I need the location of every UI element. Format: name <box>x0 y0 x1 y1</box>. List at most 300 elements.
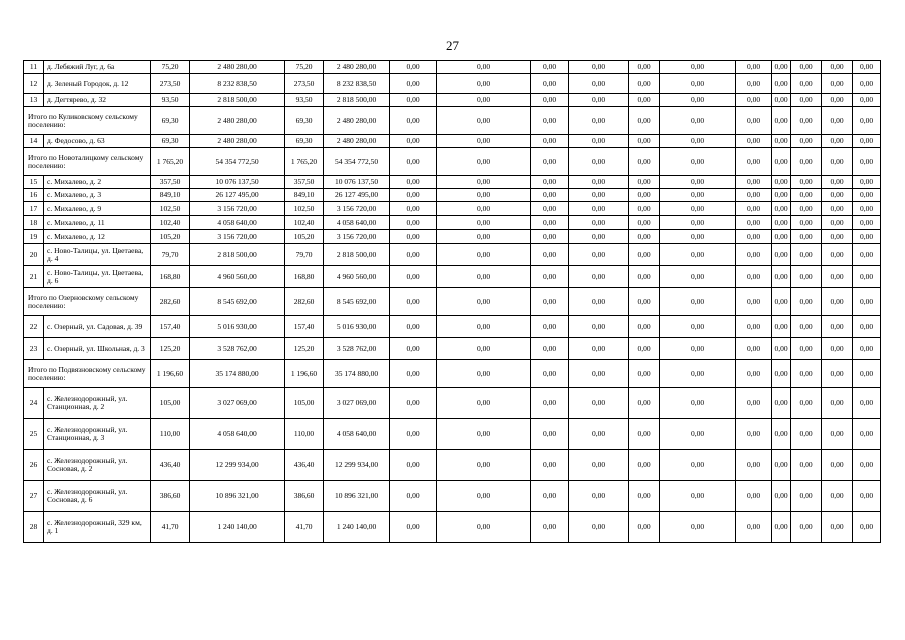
zero-value-cell: 0,00 <box>772 148 791 176</box>
zero-value-cell: 0,00 <box>853 481 881 512</box>
zero-value-cell: 0,00 <box>569 202 629 216</box>
zero-value-cell: 0,00 <box>772 135 791 148</box>
zero-value-cell: 0,00 <box>736 216 772 230</box>
zero-value-cell: 0,00 <box>736 419 772 450</box>
zero-value-cell: 0,00 <box>853 512 881 543</box>
zero-value-cell: 0,00 <box>772 202 791 216</box>
area-total-cell: 273,50 <box>285 74 324 94</box>
address-cell: с. Ново-Талицы, ул. Цветаева, д. 4 <box>44 244 151 266</box>
area-total-cell: 1 765,20 <box>285 148 324 176</box>
zero-value-cell: 0,00 <box>791 61 822 74</box>
zero-value-cell: 0,00 <box>437 216 531 230</box>
zero-value-cell: 0,00 <box>853 148 881 176</box>
zero-value-cell: 0,00 <box>569 419 629 450</box>
table-row <box>24 338 881 360</box>
cost-total-cell: 2 480 280,00 <box>324 61 390 74</box>
area-total-cell: 75,20 <box>285 61 324 74</box>
zero-value-cell: 0,00 <box>822 230 853 244</box>
zero-value-cell: 0,00 <box>791 338 822 360</box>
zero-value-cell: 0,00 <box>569 61 629 74</box>
row-number-cell: 22 <box>24 316 44 338</box>
cost-total-cell: 10 896 321,00 <box>324 481 390 512</box>
zero-value-cell: 0,00 <box>390 135 437 148</box>
zero-value-cell: 0,00 <box>629 74 660 94</box>
zero-value-cell: 0,00 <box>660 266 736 288</box>
cost-cell: 2 480 280,00 <box>190 61 285 74</box>
cost-cell: 26 127 495,00 <box>190 189 285 202</box>
zero-value-cell: 0,00 <box>772 419 791 450</box>
cost-total-cell: 26 127 495,00 <box>324 189 390 202</box>
cost-cell: 3 156 720,00 <box>190 230 285 244</box>
cost-cell: 10 896 321,00 <box>190 481 285 512</box>
zero-value-cell: 0,00 <box>390 512 437 543</box>
zero-value-cell: 0,00 <box>853 288 881 316</box>
zero-value-cell: 0,00 <box>853 360 881 388</box>
zero-value-cell: 0,00 <box>853 135 881 148</box>
area-cell: 1 765,20 <box>151 148 190 176</box>
table-row <box>24 216 881 230</box>
zero-value-cell: 0,00 <box>822 266 853 288</box>
table-row <box>24 419 881 450</box>
cost-total-cell: 3 156 720,00 <box>324 202 390 216</box>
address-cell: с. Железнодорожный, ул. Станционная, д. 3 <box>44 419 151 450</box>
zero-value-cell: 0,00 <box>791 135 822 148</box>
zero-value-cell: 0,00 <box>629 512 660 543</box>
area-total-cell: 110,00 <box>285 419 324 450</box>
zero-value-cell: 0,00 <box>822 338 853 360</box>
zero-value-cell: 0,00 <box>390 450 437 481</box>
zero-value-cell: 0,00 <box>736 388 772 419</box>
cost-total-cell: 5 016 930,00 <box>324 316 390 338</box>
address-cell: с. Ново-Талицы, ул. Цветаева, д. 6 <box>44 266 151 288</box>
zero-value-cell: 0,00 <box>629 216 660 230</box>
zero-value-cell: 0,00 <box>822 148 853 176</box>
cost-cell: 8 545 692,00 <box>190 288 285 316</box>
zero-value-cell: 0,00 <box>390 419 437 450</box>
zero-value-cell: 0,00 <box>772 189 791 202</box>
cost-total-cell: 54 354 772,50 <box>324 148 390 176</box>
cost-cell: 54 354 772,50 <box>190 148 285 176</box>
zero-value-cell: 0,00 <box>660 288 736 316</box>
zero-value-cell: 0,00 <box>437 450 531 481</box>
zero-value-cell: 0,00 <box>772 316 791 338</box>
area-cell: 69,30 <box>151 135 190 148</box>
zero-value-cell: 0,00 <box>772 388 791 419</box>
zero-value-cell: 0,00 <box>736 512 772 543</box>
zero-value-cell: 0,00 <box>531 450 569 481</box>
table-row <box>24 266 881 288</box>
zero-value-cell: 0,00 <box>437 74 531 94</box>
row-number-cell: 19 <box>24 230 44 244</box>
zero-value-cell: 0,00 <box>437 135 531 148</box>
address-cell: д. Федосово, д. 63 <box>44 135 151 148</box>
zero-value-cell: 0,00 <box>660 202 736 216</box>
subtotal-label: Итого по Куликовскому сельскому поселению: <box>24 107 151 135</box>
zero-value-cell: 0,00 <box>437 266 531 288</box>
zero-value-cell: 0,00 <box>791 230 822 244</box>
zero-value-cell: 0,00 <box>822 512 853 543</box>
zero-value-cell: 0,00 <box>736 202 772 216</box>
zero-value-cell: 0,00 <box>660 450 736 481</box>
area-cell: 105,20 <box>151 230 190 244</box>
zero-value-cell: 0,00 <box>629 288 660 316</box>
subtotal-label: Итого по Озерновскому сельскому поселению: <box>24 288 151 316</box>
zero-value-cell: 0,00 <box>736 360 772 388</box>
zero-value-cell: 0,00 <box>791 107 822 135</box>
zero-value-cell: 0,00 <box>660 481 736 512</box>
zero-value-cell: 0,00 <box>569 388 629 419</box>
zero-value-cell: 0,00 <box>791 316 822 338</box>
zero-value-cell: 0,00 <box>660 135 736 148</box>
zero-value-cell: 0,00 <box>390 202 437 216</box>
zero-value-cell: 0,00 <box>437 107 531 135</box>
zero-value-cell: 0,00 <box>629 176 660 189</box>
zero-value-cell: 0,00 <box>629 61 660 74</box>
zero-value-cell: 0,00 <box>660 94 736 107</box>
zero-value-cell: 0,00 <box>629 481 660 512</box>
zero-value-cell: 0,00 <box>531 244 569 266</box>
area-total-cell: 69,30 <box>285 107 324 135</box>
zero-value-cell: 0,00 <box>736 481 772 512</box>
table-row <box>24 481 881 512</box>
area-total-cell: 41,70 <box>285 512 324 543</box>
zero-value-cell: 0,00 <box>531 481 569 512</box>
table-row <box>24 450 881 481</box>
row-number-cell: 17 <box>24 202 44 216</box>
zero-value-cell: 0,00 <box>390 266 437 288</box>
zero-value-cell: 0,00 <box>569 135 629 148</box>
zero-value-cell: 0,00 <box>853 202 881 216</box>
area-cell: 357,50 <box>151 176 190 189</box>
zero-value-cell: 0,00 <box>390 360 437 388</box>
zero-value-cell: 0,00 <box>660 360 736 388</box>
zero-value-cell: 0,00 <box>822 288 853 316</box>
zero-value-cell: 0,00 <box>569 176 629 189</box>
zero-value-cell: 0,00 <box>791 450 822 481</box>
zero-value-cell: 0,00 <box>853 107 881 135</box>
zero-value-cell: 0,00 <box>437 388 531 419</box>
zero-value-cell: 0,00 <box>390 94 437 107</box>
cost-total-cell: 2 818 500,00 <box>324 244 390 266</box>
zero-value-cell: 0,00 <box>390 176 437 189</box>
area-cell: 157,40 <box>151 316 190 338</box>
cost-total-cell: 10 076 137,50 <box>324 176 390 189</box>
zero-value-cell: 0,00 <box>791 216 822 230</box>
zero-value-cell: 0,00 <box>569 230 629 244</box>
zero-value-cell: 0,00 <box>660 419 736 450</box>
zero-value-cell: 0,00 <box>531 316 569 338</box>
zero-value-cell: 0,00 <box>629 107 660 135</box>
address-cell: с. Михалево, д. 9 <box>44 202 151 216</box>
subtotal-label: Итого по Подвязновскому сельскому поселению: <box>24 360 151 388</box>
row-number-cell: 26 <box>24 450 44 481</box>
zero-value-cell: 0,00 <box>660 316 736 338</box>
zero-value-cell: 0,00 <box>569 74 629 94</box>
row-number-cell: 15 <box>24 176 44 189</box>
zero-value-cell: 0,00 <box>822 135 853 148</box>
zero-value-cell: 0,00 <box>390 107 437 135</box>
zero-value-cell: 0,00 <box>660 74 736 94</box>
zero-value-cell: 0,00 <box>736 74 772 94</box>
zero-value-cell: 0,00 <box>772 288 791 316</box>
zero-value-cell: 0,00 <box>791 360 822 388</box>
zero-value-cell: 0,00 <box>390 338 437 360</box>
cost-total-cell: 8 545 692,00 <box>324 288 390 316</box>
area-total-cell: 79,70 <box>285 244 324 266</box>
zero-value-cell: 0,00 <box>772 61 791 74</box>
zero-value-cell: 0,00 <box>822 202 853 216</box>
cost-cell: 10 076 137,50 <box>190 176 285 189</box>
zero-value-cell: 0,00 <box>736 316 772 338</box>
zero-value-cell: 0,00 <box>531 360 569 388</box>
zero-value-cell: 0,00 <box>791 202 822 216</box>
zero-value-cell: 0,00 <box>772 360 791 388</box>
zero-value-cell: 0,00 <box>772 94 791 107</box>
table-row <box>24 61 881 74</box>
zero-value-cell: 0,00 <box>791 388 822 419</box>
zero-value-cell: 0,00 <box>569 512 629 543</box>
zero-value-cell: 0,00 <box>390 74 437 94</box>
zero-value-cell: 0,00 <box>531 135 569 148</box>
zero-value-cell: 0,00 <box>772 107 791 135</box>
zero-value-cell: 0,00 <box>569 244 629 266</box>
zero-value-cell: 0,00 <box>569 481 629 512</box>
zero-value-cell: 0,00 <box>822 360 853 388</box>
zero-value-cell: 0,00 <box>772 481 791 512</box>
zero-value-cell: 0,00 <box>531 148 569 176</box>
zero-value-cell: 0,00 <box>822 316 853 338</box>
zero-value-cell: 0,00 <box>437 230 531 244</box>
zero-value-cell: 0,00 <box>853 61 881 74</box>
cost-cell: 4 058 640,00 <box>190 419 285 450</box>
row-number-cell: 16 <box>24 189 44 202</box>
subtotal-row <box>24 360 881 388</box>
cost-total-cell: 4 058 640,00 <box>324 216 390 230</box>
area-total-cell: 93,50 <box>285 94 324 107</box>
zero-value-cell: 0,00 <box>822 61 853 74</box>
row-number-cell: 13 <box>24 94 44 107</box>
zero-value-cell: 0,00 <box>736 148 772 176</box>
row-number-cell: 25 <box>24 419 44 450</box>
zero-value-cell: 0,00 <box>822 216 853 230</box>
page-number: 27 <box>446 38 459 53</box>
area-cell: 168,80 <box>151 266 190 288</box>
address-cell: с. Железнодорожный, ул. Станционная, д. 2 <box>44 388 151 419</box>
area-cell: 849,10 <box>151 189 190 202</box>
zero-value-cell: 0,00 <box>736 338 772 360</box>
zero-value-cell: 0,00 <box>772 338 791 360</box>
zero-value-cell: 0,00 <box>772 216 791 230</box>
area-cell: 110,00 <box>151 419 190 450</box>
cost-cell: 8 232 838,50 <box>190 74 285 94</box>
zero-value-cell: 0,00 <box>390 244 437 266</box>
zero-value-cell: 0,00 <box>437 244 531 266</box>
row-number-cell: 28 <box>24 512 44 543</box>
zero-value-cell: 0,00 <box>736 288 772 316</box>
zero-value-cell: 0,00 <box>437 202 531 216</box>
area-total-cell: 436,40 <box>285 450 324 481</box>
zero-value-cell: 0,00 <box>437 94 531 107</box>
cost-total-cell: 3 156 720,00 <box>324 230 390 244</box>
zero-value-cell: 0,00 <box>853 419 881 450</box>
zero-value-cell: 0,00 <box>791 148 822 176</box>
zero-value-cell: 0,00 <box>531 189 569 202</box>
zero-value-cell: 0,00 <box>629 230 660 244</box>
zero-value-cell: 0,00 <box>822 176 853 189</box>
cost-cell: 3 528 762,00 <box>190 338 285 360</box>
zero-value-cell: 0,00 <box>660 244 736 266</box>
cost-cell: 4 960 560,00 <box>190 266 285 288</box>
zero-value-cell: 0,00 <box>569 266 629 288</box>
area-total-cell: 102,40 <box>285 216 324 230</box>
address-cell: д. Зеленый Городок, д. 12 <box>44 74 151 94</box>
zero-value-cell: 0,00 <box>569 94 629 107</box>
area-cell: 386,60 <box>151 481 190 512</box>
zero-value-cell: 0,00 <box>531 61 569 74</box>
area-total-cell: 1 196,60 <box>285 360 324 388</box>
zero-value-cell: 0,00 <box>629 94 660 107</box>
zero-value-cell: 0,00 <box>629 189 660 202</box>
table-body <box>24 61 881 543</box>
zero-value-cell: 0,00 <box>853 266 881 288</box>
zero-value-cell: 0,00 <box>629 338 660 360</box>
zero-value-cell: 0,00 <box>629 135 660 148</box>
zero-value-cell: 0,00 <box>822 388 853 419</box>
zero-value-cell: 0,00 <box>390 388 437 419</box>
area-total-cell: 105,20 <box>285 230 324 244</box>
zero-value-cell: 0,00 <box>437 419 531 450</box>
zero-value-cell: 0,00 <box>569 107 629 135</box>
zero-value-cell: 0,00 <box>531 202 569 216</box>
area-total-cell: 125,20 <box>285 338 324 360</box>
zero-value-cell: 0,00 <box>791 189 822 202</box>
zero-value-cell: 0,00 <box>853 316 881 338</box>
zero-value-cell: 0,00 <box>822 74 853 94</box>
zero-value-cell: 0,00 <box>437 481 531 512</box>
zero-value-cell: 0,00 <box>629 148 660 176</box>
zero-value-cell: 0,00 <box>853 230 881 244</box>
zero-value-cell: 0,00 <box>569 450 629 481</box>
zero-value-cell: 0,00 <box>569 338 629 360</box>
zero-value-cell: 0,00 <box>791 419 822 450</box>
zero-value-cell: 0,00 <box>772 450 791 481</box>
zero-value-cell: 0,00 <box>853 176 881 189</box>
zero-value-cell: 0,00 <box>772 230 791 244</box>
row-number-cell: 27 <box>24 481 44 512</box>
zero-value-cell: 0,00 <box>853 338 881 360</box>
zero-value-cell: 0,00 <box>853 189 881 202</box>
zero-value-cell: 0,00 <box>569 148 629 176</box>
row-number-cell: 14 <box>24 135 44 148</box>
zero-value-cell: 0,00 <box>772 244 791 266</box>
row-number-cell: 18 <box>24 216 44 230</box>
address-cell: с. Озерный, ул. Школьная, д. 3 <box>44 338 151 360</box>
zero-value-cell: 0,00 <box>531 74 569 94</box>
zero-value-cell: 0,00 <box>390 148 437 176</box>
zero-value-cell: 0,00 <box>853 94 881 107</box>
zero-value-cell: 0,00 <box>736 189 772 202</box>
subtotal-row <box>24 148 881 176</box>
area-total-cell: 386,60 <box>285 481 324 512</box>
zero-value-cell: 0,00 <box>531 230 569 244</box>
area-cell: 125,20 <box>151 338 190 360</box>
zero-value-cell: 0,00 <box>437 338 531 360</box>
zero-value-cell: 0,00 <box>660 148 736 176</box>
zero-value-cell: 0,00 <box>736 230 772 244</box>
cost-total-cell: 2 818 500,00 <box>324 94 390 107</box>
zero-value-cell: 0,00 <box>390 216 437 230</box>
zero-value-cell: 0,00 <box>629 419 660 450</box>
zero-value-cell: 0,00 <box>629 202 660 216</box>
cost-cell: 5 016 930,00 <box>190 316 285 338</box>
zero-value-cell: 0,00 <box>791 512 822 543</box>
table-row <box>24 74 881 94</box>
cost-total-cell: 3 027 069,00 <box>324 388 390 419</box>
zero-value-cell: 0,00 <box>569 216 629 230</box>
zero-value-cell: 0,00 <box>772 74 791 94</box>
zero-value-cell: 0,00 <box>772 512 791 543</box>
zero-value-cell: 0,00 <box>853 388 881 419</box>
area-cell: 93,50 <box>151 94 190 107</box>
table-row <box>24 202 881 216</box>
zero-value-cell: 0,00 <box>629 360 660 388</box>
cost-cell: 2 818 500,00 <box>190 94 285 107</box>
zero-value-cell: 0,00 <box>390 288 437 316</box>
cost-cell: 4 058 640,00 <box>190 216 285 230</box>
zero-value-cell: 0,00 <box>437 288 531 316</box>
zero-value-cell: 0,00 <box>772 266 791 288</box>
cost-total-cell: 4 058 640,00 <box>324 419 390 450</box>
zero-value-cell: 0,00 <box>791 94 822 107</box>
zero-value-cell: 0,00 <box>736 244 772 266</box>
area-total-cell: 102,50 <box>285 202 324 216</box>
address-cell: с. Железнодорожный, ул. Сосновая, д. 2 <box>44 450 151 481</box>
cost-cell: 12 299 934,00 <box>190 450 285 481</box>
zero-value-cell: 0,00 <box>736 176 772 189</box>
housing-register-table <box>23 60 881 543</box>
zero-value-cell: 0,00 <box>660 107 736 135</box>
area-cell: 102,50 <box>151 202 190 216</box>
row-number-cell: 24 <box>24 388 44 419</box>
zero-value-cell: 0,00 <box>531 288 569 316</box>
cost-total-cell: 2 480 280,00 <box>324 107 390 135</box>
zero-value-cell: 0,00 <box>531 419 569 450</box>
table-row <box>24 189 881 202</box>
zero-value-cell: 0,00 <box>822 189 853 202</box>
address-cell: д. Дегтярево, д. 32 <box>44 94 151 107</box>
zero-value-cell: 0,00 <box>390 481 437 512</box>
zero-value-cell: 0,00 <box>791 481 822 512</box>
zero-value-cell: 0,00 <box>437 176 531 189</box>
zero-value-cell: 0,00 <box>531 338 569 360</box>
zero-value-cell: 0,00 <box>736 266 772 288</box>
zero-value-cell: 0,00 <box>660 61 736 74</box>
zero-value-cell: 0,00 <box>822 419 853 450</box>
zero-value-cell: 0,00 <box>531 512 569 543</box>
table-row <box>24 388 881 419</box>
area-cell: 436,40 <box>151 450 190 481</box>
cost-total-cell: 8 232 838,50 <box>324 74 390 94</box>
zero-value-cell: 0,00 <box>736 94 772 107</box>
cost-total-cell: 4 960 560,00 <box>324 266 390 288</box>
table-row <box>24 135 881 148</box>
cost-cell: 1 240 140,00 <box>190 512 285 543</box>
address-cell: с. Михалево, д. 2 <box>44 176 151 189</box>
zero-value-cell: 0,00 <box>736 107 772 135</box>
address-cell: с. Озерный, ул. Садовая, д. 39 <box>44 316 151 338</box>
cost-cell: 2 480 280,00 <box>190 135 285 148</box>
zero-value-cell: 0,00 <box>531 388 569 419</box>
